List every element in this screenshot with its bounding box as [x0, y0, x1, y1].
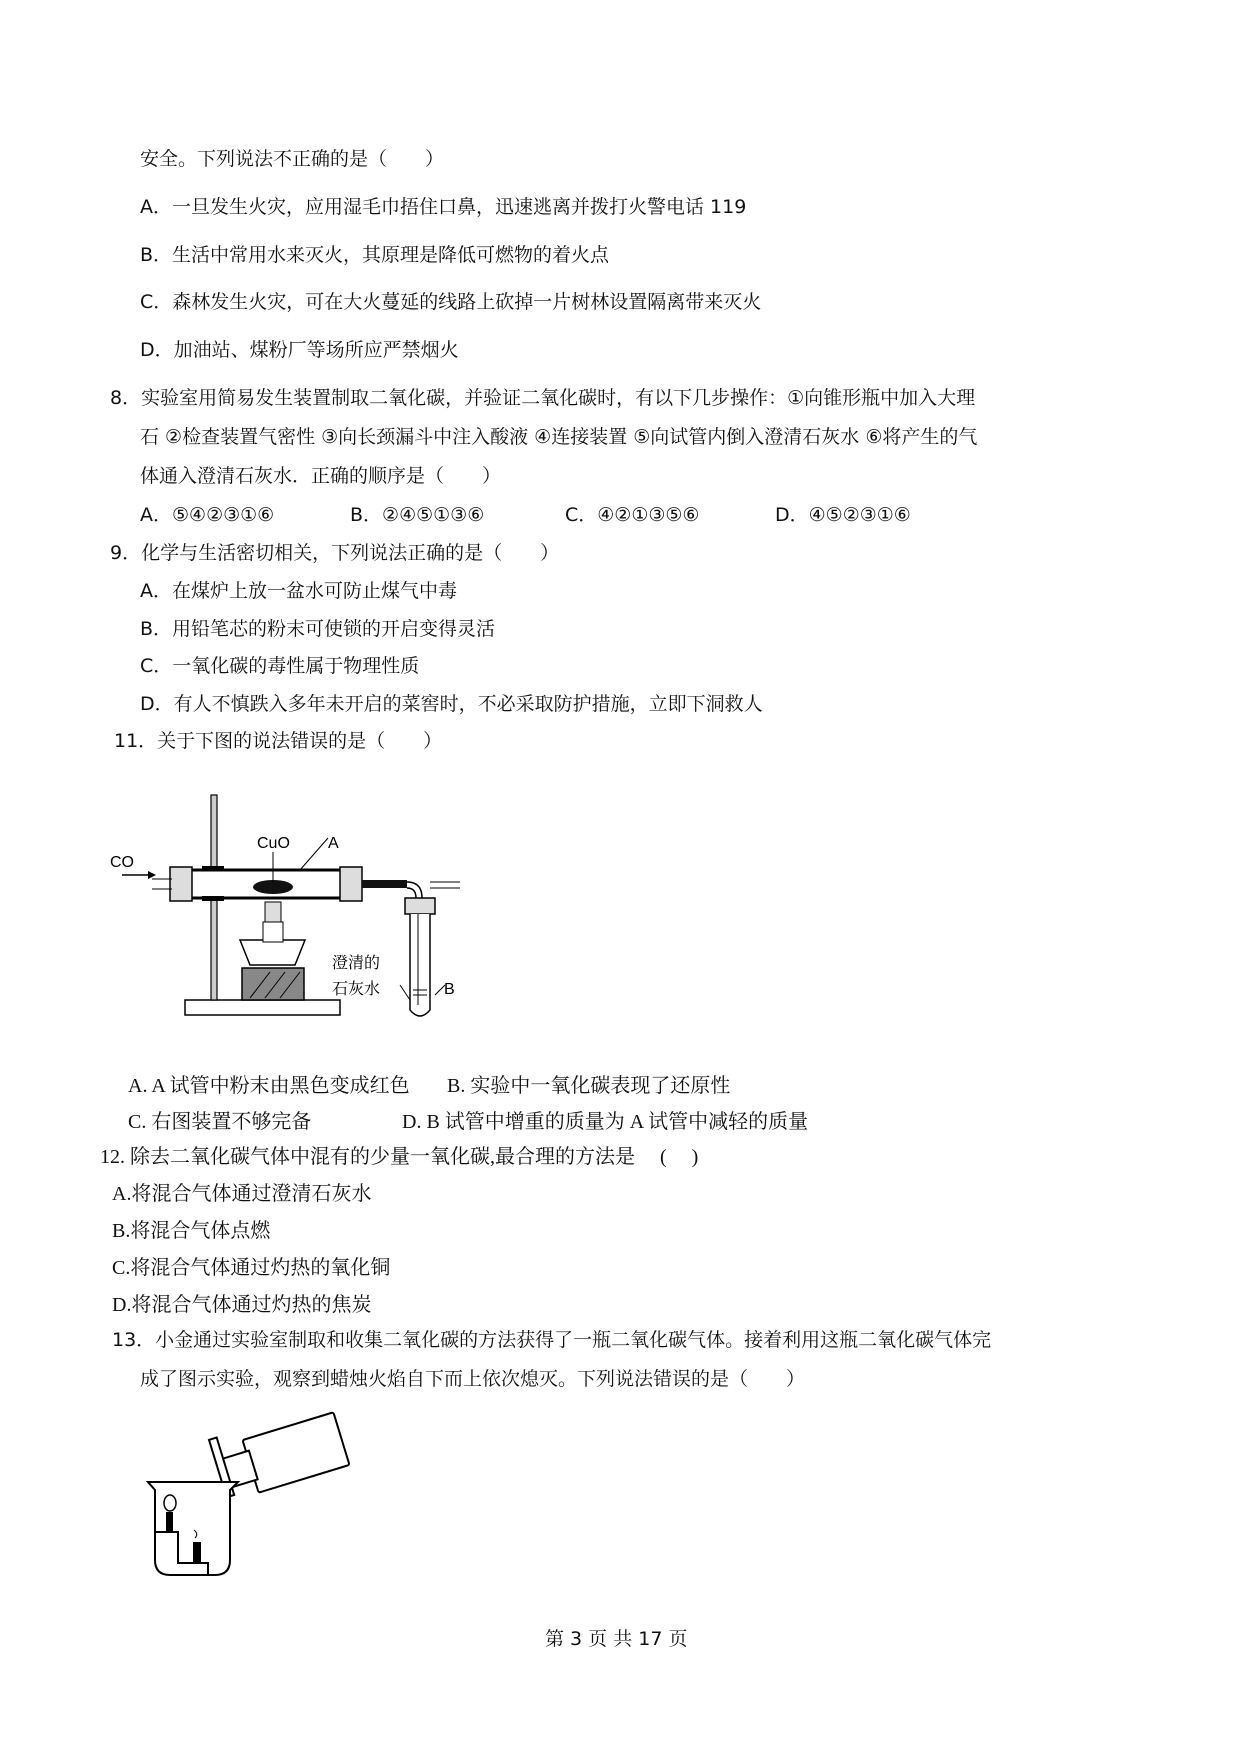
tube-a-label: A	[328, 835, 339, 852]
q11-option-a: A. A 试管中粉末由黑色变成红色	[128, 1075, 410, 1097]
q8-stem-line-1: 8．实验室用简易发生装置制取二氧化碳，并验证二氧化碳时，有以下几步操作：①向锥形瓶中加入大理	[110, 387, 976, 409]
q9-option-c: C．一氧化碳的毒性属于物理性质	[140, 655, 420, 677]
q8-option-c: C．④②①③⑤⑥	[565, 504, 700, 526]
q9-option-b: B．用铅笔芯的粉末可使锁的开启变得灵活	[140, 618, 496, 640]
q11-option-d: D. B 试管中增重的质量为 A 试管中减轻的质量	[402, 1111, 809, 1133]
limewater-label-line-1: 澄清的	[332, 953, 381, 972]
q12-stem: 12. 除去二氧化碳气体中混有的少量一氧化碳,最合理的方法是 ( )	[100, 1146, 699, 1168]
q7-option-c: C．森林发生火灾，可在大火蔓延的线路上砍掉一片树林设置隔离带来灭火	[140, 291, 762, 313]
q9-option-d: D．有人不慎跌入多年未开启的菜窖时，不必采取防护措施，立即下洞救人	[140, 693, 763, 715]
q7-stem: 安全。下列说法不正确的是（ ）	[140, 148, 445, 170]
q7-option-b: B．生活中常用水来灭火，其原理是降低可燃物的着火点	[140, 244, 610, 266]
cuo-label: CuO	[257, 835, 290, 852]
q11-stem: 11．关于下图的说法错误的是（ ）	[114, 730, 443, 752]
co-label: CO	[110, 854, 134, 871]
limewater-label-line-2: 石灰水	[332, 979, 381, 998]
q12-option-a: A.将混合气体通过澄清石灰水	[112, 1183, 372, 1205]
q12-option-b: B.将混合气体点燃	[112, 1220, 271, 1242]
q9-stem: 9．化学与生活密切相关，下列说法正确的是（ ）	[110, 542, 560, 564]
q9-option-a: A．在煤炉上放一盆水可防止煤气中毒	[140, 580, 457, 602]
q12-option-d: D.将混合气体通过灼热的焦炭	[112, 1294, 372, 1316]
q11-option-c: C. 右图装置不够完备	[128, 1111, 312, 1133]
q8-option-b: B．②④⑤①③⑥	[350, 504, 485, 526]
q8-stem-line-3: 体通入澄清石灰水．正确的顺序是（ ）	[140, 465, 502, 487]
q11-apparatus-figure	[100, 790, 460, 1030]
tube-b-label: B	[444, 981, 455, 998]
q8-option-d: D．④⑤②③①⑥	[775, 504, 911, 526]
q8-option-a: A．⑤④②③①⑥	[140, 504, 275, 526]
q12-option-c: C.将混合气体通过灼热的氧化铜	[112, 1257, 391, 1279]
page-number: 第 3 页 共 17 页	[545, 1628, 688, 1650]
q13-stem-line-1: 13．小金通过实验室制取和收集二氧化碳的方法获得了一瓶二氧化碳气体。接着利用这瓶二氧化碳气体完	[112, 1329, 992, 1351]
q13-stem-line-2: 成了图示实验，观察到蜡烛火焰自下而上依次熄灭。下列说法错误的是（ ）	[140, 1368, 806, 1390]
q11-option-b: B. 实验中一氧化碳表现了还原性	[447, 1075, 731, 1097]
q13-candle-beaker-figure	[140, 1410, 350, 1580]
q8-stem-line-2: 石 ②检查装置气密性 ③向长颈漏斗中注入酸液 ④连接装置 ⑤向试管内倒入澄清石灰水 ⑥将产生的气	[140, 426, 978, 448]
q7-option-a: A．一旦发生火灾，应用湿毛巾捂住口鼻，迅速逃离并拨打火警电话 119	[140, 196, 747, 218]
q7-option-d: D．加油站、煤粉厂等场所应严禁烟火	[140, 339, 459, 361]
